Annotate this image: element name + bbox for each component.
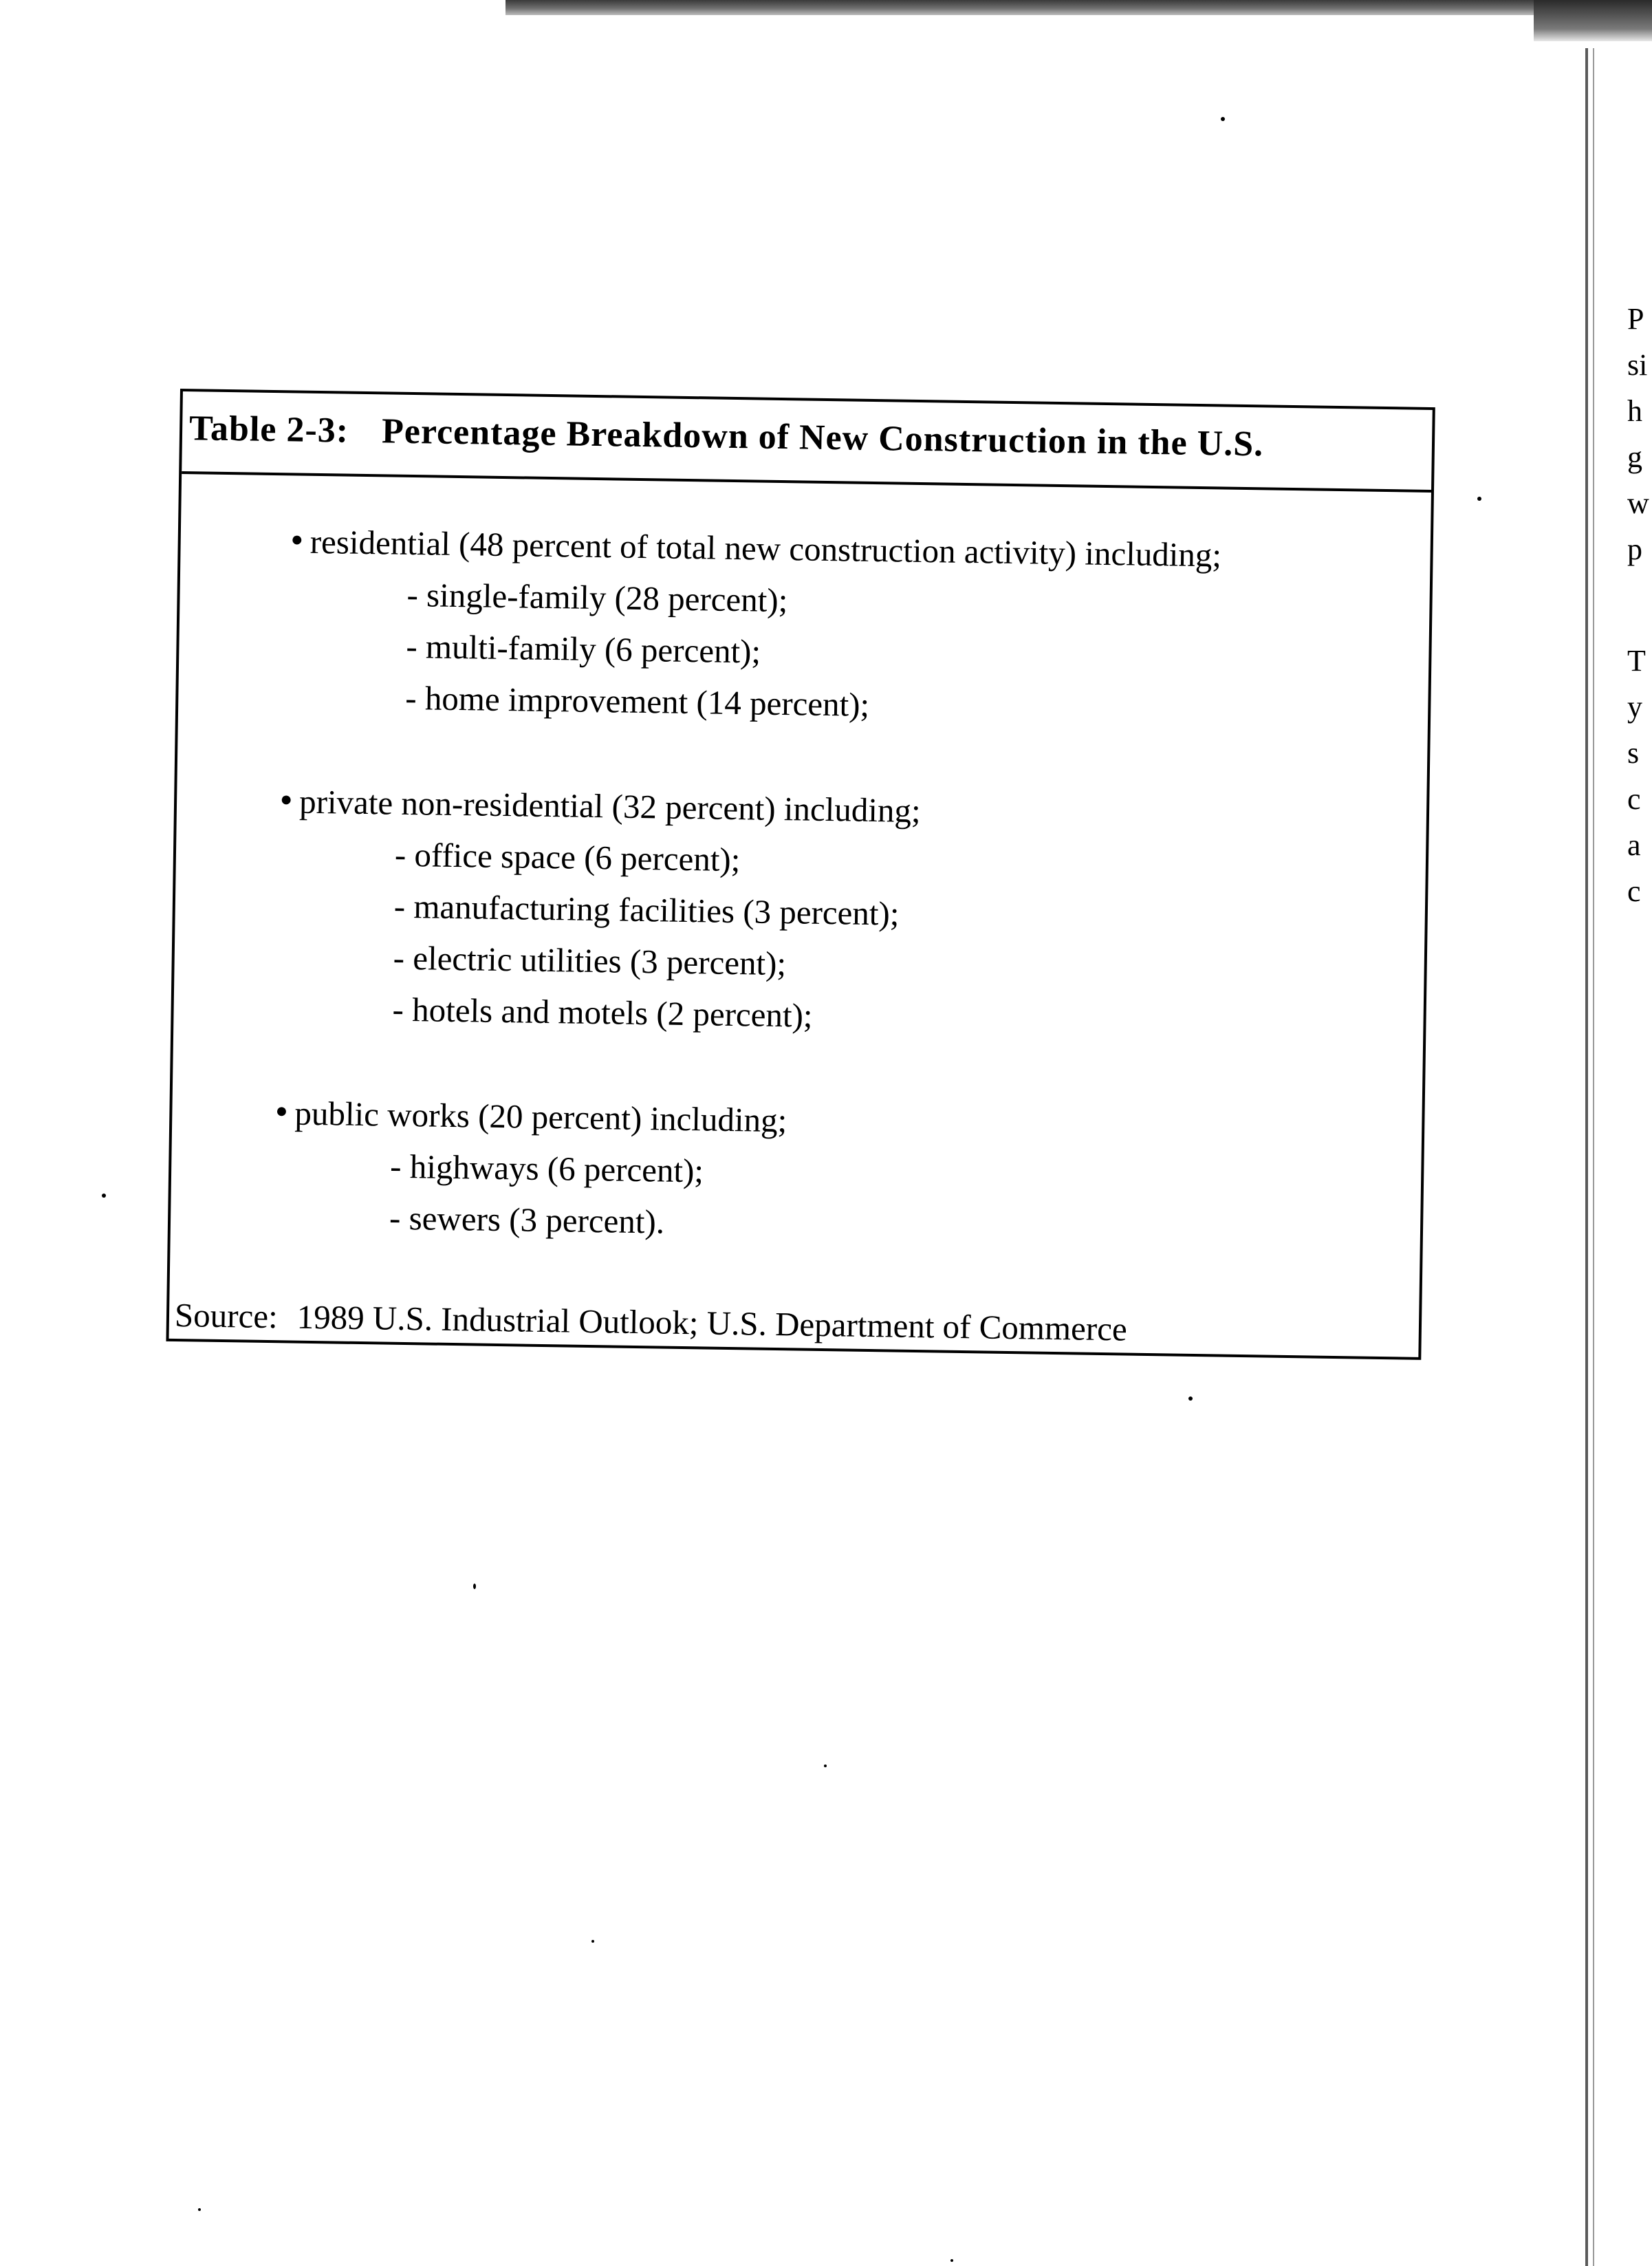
subcategory-item: - highways (6 percent); bbox=[389, 1147, 704, 1190]
construction-breakdown-table bbox=[166, 389, 1435, 1360]
scan-speck bbox=[473, 1584, 476, 1589]
table-source bbox=[175, 1295, 1128, 1349]
category-label: private non-residential (32 percent) including; bbox=[298, 782, 922, 830]
scan-speck bbox=[1188, 1396, 1193, 1401]
facing-page-letter: c bbox=[1627, 874, 1641, 908]
subcategory-item: - manufacturing facilities (3 percent); bbox=[393, 887, 900, 933]
facing-page-letter: g bbox=[1627, 440, 1642, 474]
facing-page-letter: T bbox=[1627, 644, 1646, 678]
facing-page-letter: y bbox=[1627, 690, 1642, 724]
scan-shadow-top bbox=[506, 0, 1652, 15]
scan-shadow-corner bbox=[1534, 0, 1652, 41]
scan-speck bbox=[1477, 497, 1481, 501]
facing-page-text-fragment bbox=[1627, 296, 1652, 914]
subcategory-item: - electric utilities (3 percent); bbox=[393, 938, 787, 983]
subcategory-item: - office space (6 percent); bbox=[394, 835, 741, 879]
facing-page-letter: si bbox=[1627, 348, 1648, 382]
category-label: public works (20 percent) including; bbox=[294, 1094, 787, 1140]
scan-speck bbox=[824, 1765, 827, 1767]
facing-page-letter: a bbox=[1627, 828, 1641, 862]
facing-page-letter: c bbox=[1627, 782, 1641, 816]
source-text: 1989 U.S. Industrial Outlook; U.S. Department of Commerce bbox=[296, 1297, 1128, 1348]
page-gutter-edge-secondary bbox=[1593, 48, 1594, 2266]
subcategory-item: - single-family (28 percent); bbox=[406, 575, 788, 620]
facing-page-letter: s bbox=[1627, 736, 1640, 770]
subcategory-item: - home improvement (14 percent); bbox=[404, 678, 870, 724]
facing-page-letter: p bbox=[1627, 532, 1642, 566]
scan-speck bbox=[950, 2259, 953, 2262]
facing-page-letter: w bbox=[1627, 486, 1649, 520]
scan-speck bbox=[198, 2208, 201, 2211]
table-body bbox=[171, 474, 1431, 1259]
subcategory-item: - hotels and motels (2 percent); bbox=[392, 990, 813, 1035]
scan-speck bbox=[591, 1940, 594, 1943]
category-private-non-residential bbox=[173, 772, 1426, 1050]
category-residential bbox=[178, 512, 1431, 739]
facing-page-letter: h bbox=[1627, 394, 1642, 428]
subcategory-item: - sewers (3 percent). bbox=[389, 1198, 665, 1241]
category-public-works bbox=[171, 1083, 1422, 1259]
bullet-icon: ● bbox=[275, 1099, 288, 1123]
scan-speck bbox=[102, 1194, 106, 1198]
page-gutter-edge bbox=[1585, 48, 1588, 2266]
category-label: residential (48 percent of total new construction activity) including; bbox=[309, 522, 1222, 574]
bullet-icon: ● bbox=[279, 788, 293, 811]
table-number: Table 2-3: bbox=[188, 409, 349, 451]
bullet-icon: ● bbox=[290, 528, 304, 551]
paragraph-gap bbox=[1627, 572, 1652, 638]
source-label: Source: bbox=[174, 1296, 279, 1336]
facing-page-letter: P bbox=[1627, 302, 1644, 336]
subcategory-item: - multi-family (6 percent); bbox=[406, 627, 761, 671]
scan-speck bbox=[1221, 117, 1225, 121]
table-title: Percentage Breakdown of New Construction in the U.S. bbox=[381, 411, 1264, 464]
